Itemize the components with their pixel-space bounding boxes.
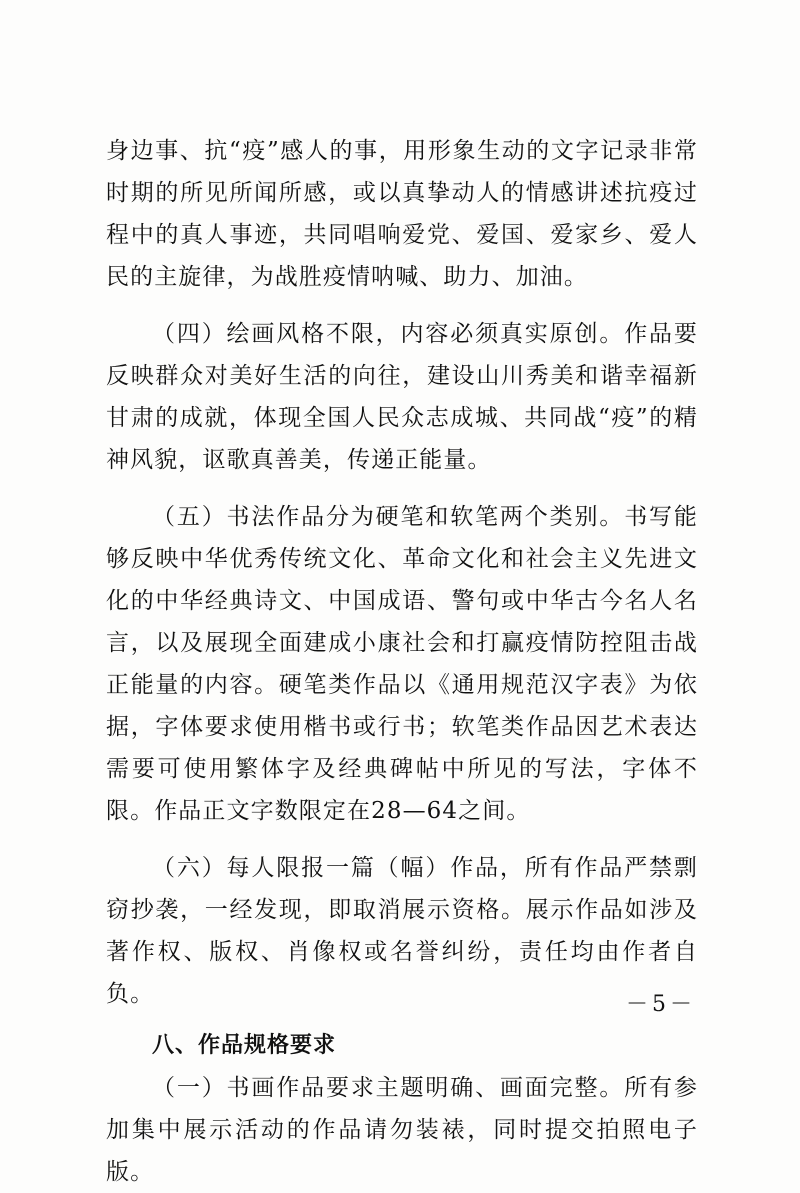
paragraph-calligraphy: （五）书法作品分为硬笔和软笔两个类别。书写能够反映中华优秀传统文化、革命文化和社会主义先进文化的中华经典诗文、中国成语、警句或中华古今名人名言，以及展现全面建成小康社会和打赢疫情防控阻击战正能量的内容。硬笔类作品以《通用规范汉字表》为依据，字体要求使用楷书或行书；软笔类作品因艺术表达需要可使用繁体字及经典碑帖中所见的写法，字体不限。作品正文字数限定在28—64之间。 <box>106 504 698 824</box>
paragraph-painting-style: （四）绘画风格不限，内容必须真实原创。作品要反映群众对美好生活的向往，建设山川秀美和谐幸福新甘肃的成就，体现全国人民众志成城、共同战“疫”的精神风貌，讴歌真善美，传递正能量。 <box>106 321 698 473</box>
paragraph-continuation: 身边事、抗“疫”感人的事，用形象生动的文字记录非常时期的所见所闻所感，或以真挚动人的情感讲述抗疫过程中的真人事迹，共同唱响爱党、爱国、爱家乡、爱人民的主旋律，为战胜疫情呐喊、助力、加油。 <box>106 138 698 290</box>
section-heading: 八、作品规格要求 <box>152 1033 337 1058</box>
document-body <box>106 130 698 1193</box>
page-number: －5－ <box>626 992 696 1017</box>
paragraph-submission-limit: （六）每人限报一篇（幅）作品，所有作品严禁剽窃抄袭，一经发现，即取消展示资格。展示作品如涉及著作权、版权、肖像权或名誉纠纷，责任均由作者自负。 <box>106 855 698 1007</box>
paragraph-spec-requirements: （一）书画作品要求主题明确、画面完整。所有参加集中展示活动的作品请勿装裱，同时提交拍照电子版。 <box>106 1075 698 1185</box>
